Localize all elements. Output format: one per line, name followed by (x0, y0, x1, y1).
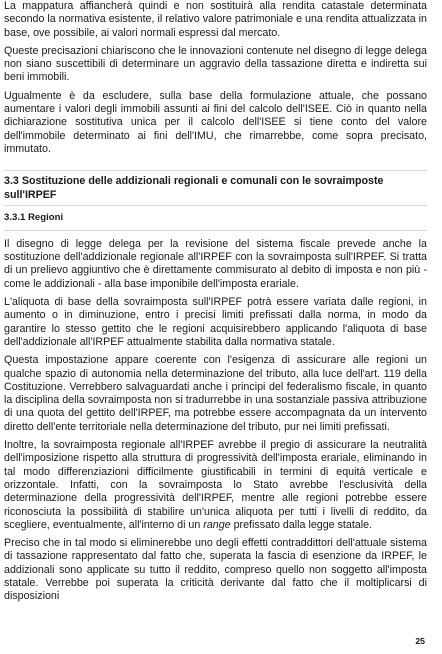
paragraph-preciso: Preciso che in tal modo si eliminerebbe uno degli effetti contraddittori dell'attuale sistema di tassazione rappresentato dal fatto che, superata la fascia di esenzione da IRPEF, le addizionali sono applicate su tutto il reddito, compreso quello non soggetto all'imposta statale. Verrebbe poi superata la criticità derivante dal fatto che il moltiplicarsi di disposizioni (4, 537, 427, 603)
paragraph-mappatura: La mappatura affiancherà quindi e non sostituirà alla rendita catastale determinata secondo la normativa esistente, il relativo valore patrimoniale e una rendita attualizzata in base, ove possibile, ai valori normali espressi dal mercato. (4, 0, 427, 39)
page-number: 25 (415, 636, 425, 646)
paragraph-inoltre-text-start: Inoltre, la sovraimposta regionale all'IRPEF avrebbe il pregio di assicurare la neutralità dell'imposizione rispetto alla struttura di progressività dell'imposta erariale, eliminando in tal modo differenziazioni difficilmente giustificabili in termini di equità verticale e orizzontale. Infatti, con la sovraimposta lo Stato avrebbe l'esclusività della determinazione della progressività dell'IRPEF, mentre alle regioni potrebbe essere riconosciuta la possibilità di stabilire un'unica aliquota per tutti i livelli di reddito, da scegliere, eventualmente, all'interno di un (4, 439, 427, 531)
paragraph-inoltre (4, 439, 427, 532)
paragraph-inoltre-text-end: prefissato dalla legge statale. (230, 518, 373, 531)
paragraph-isee: Ugualmente è da escludere, sulla base della formulazione attuale, che possano aumentare i valori degli immobili assunti ai fini del calcolo dell'ISEE. Ciò in quanto nella dichiarazione sostitutiva unica per il calcolo dell'ISEE si tiene conto del valore dell'immobile determinato ai fini dell'IMU, che rimarrebbe, come sopra precisato, immutato. (4, 89, 427, 155)
paragraph-impostazione: Questa impostazione appare coerente con l'esigenza di assicurare alle regioni un qualche spazio di autonomia nella determinazione del tributo, alla luce dell'art. 119 della Costituzione. Verrebbero salvaguardati anche i principi del federalismo fiscale, in quanto la disciplina della sovraimposta non si tradurrebbe in una sostanziale passiva attribuzione di una quota del gettito dell'IRPEF, ma potrebbe essere accompagnata da un intervento diretto dell'ente territoriale nella determinazione del tributo, pur nei limiti prefissati. (4, 354, 427, 433)
paragraph-aliquota-di-base: L'aliquota di base della sovraimposta sull'IRPEF potrà essere variata dalle regioni, in aumento o in diminuzione, entro i precisi limiti prefissati dalla norma, in modo da garantire lo stesso gettito che le regioni acquisirebbero applicando l'aliquota di base dell'addizionale all'IRPEF attualmente stabilita dalla normativa statale. (4, 296, 427, 348)
section-heading: 3.3 Sostituzione delle addizionali regionali e comunali con le sovraimposte sull'IRPEF (4, 175, 384, 201)
italic-term-range: range (203, 518, 231, 531)
subsection-heading: 3.3.1 Regioni (4, 211, 64, 223)
paragraph-disegno-di-legge: Il disegno di legge delega per la revisione del sistema fiscale prevede anche la sostituzione dell'addizionale regionale all'IRPEF con la sovraimposta sull'IRPEF. Si tratta di un prelievo aggiuntivo che è direttamente commisurato al debito di imposta e non più - come le addizionali - alla base imponibile dell'imposta erariale. (4, 237, 427, 290)
paragraph-precisazioni: Queste precisazioni chiariscono che le innovazioni contenute nel disegno di legge delega non siano suscettibili di determinare un aggravio della tassazione diretta e indiretta sui beni immobili. (4, 44, 427, 84)
